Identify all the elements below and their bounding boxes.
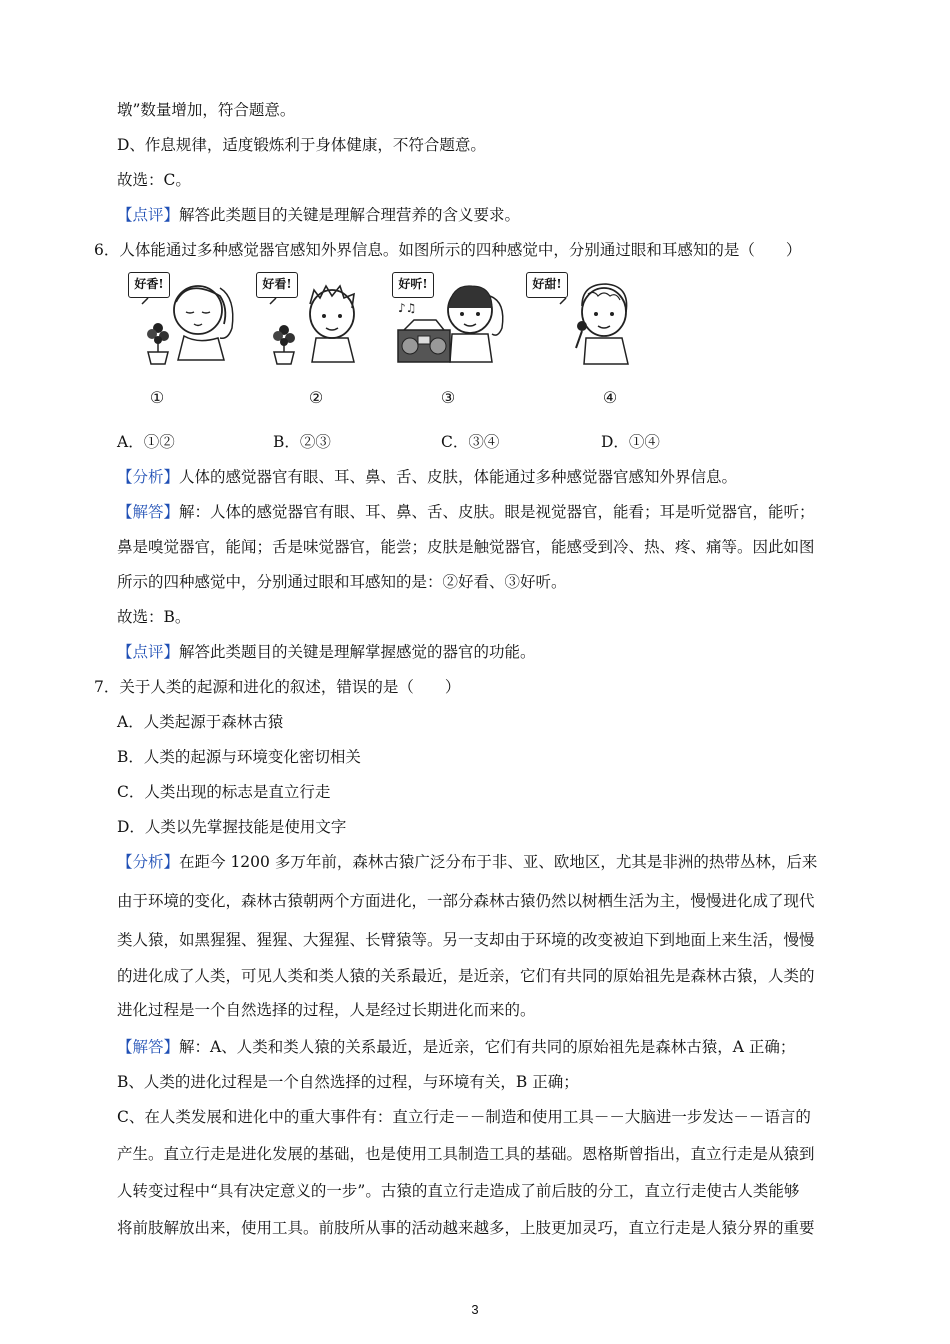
speech-bubble: 好看! — [256, 272, 298, 298]
text-line: 产生。直立行走是进化发展的基础，也是使用工具制造工具的基础。恩格斯曾指出，直立行走是从猿到 — [117, 1145, 815, 1163]
answer-tag: 【解答】 — [117, 503, 180, 521]
figure-label: ④ — [602, 388, 618, 407]
text-line: D、作息规律，适度锻炼利于身体健康，不符合题意。 — [117, 136, 486, 154]
text-line: 由于环境的变化，森林古猿朝两个方面进化，一部分森林古猿仍然以树栖生活为主，慢慢进化成了现代 — [117, 892, 815, 910]
svg-text:♪♫: ♪♫ — [398, 301, 417, 315]
answer-line — [117, 502, 815, 522]
text-line: C、在人类发展和进化中的重大事件有：直立行走－－制造和使用工具－－大脑进一步发达－－语言的 — [117, 1108, 811, 1126]
option-d: D．①④ — [601, 433, 660, 451]
senses-figure — [128, 268, 648, 413]
comment-tag: 【点评】 — [117, 643, 180, 661]
text-line: 类人猿，如黑猩猩、猩猩、大猩猩、长臂猿等。另一支却由于环境的改变被迫下到地面上来生活，慢慢 — [117, 931, 815, 949]
text-line: 所示的四种感觉中，分别通过眼和耳感知的是：②好看、③好听。 — [117, 573, 567, 591]
figure-label: ③ — [440, 388, 456, 407]
option-a: A．人类起源于森林古猿 — [117, 713, 284, 731]
comment-line — [117, 642, 536, 662]
question-7-stem: 7．关于人类的起源和进化的叙述，错误的是（ ） — [94, 678, 461, 696]
picture-taste — [526, 268, 644, 368]
analysis-text: 在距今 1200 多万年前，森林古猿广泛分布于非、亚、欧地区，尤其是非洲的热带丛林，后来 — [179, 853, 818, 871]
answer-tag: 【解答】 — [117, 1038, 180, 1056]
analysis-text: 人体的感觉器官有眼、耳、鼻、舌、皮肤，体能通过多种感觉器官感知外界信息。 — [179, 468, 738, 486]
text-line: 进化过程是一个自然选择的过程，人是经过长期进化而来的。 — [117, 1001, 536, 1019]
text-line: 人转变过程中“具有决定意义的一步”。古猿的直立行走造成了前后肢的分工，直立行走使古人类能够 — [117, 1182, 800, 1200]
analysis-tag: 【分析】 — [117, 468, 180, 486]
speech-bubble: 好听! — [392, 272, 434, 298]
picture-sight — [256, 268, 374, 368]
speech-bubble: 好香! — [128, 272, 170, 298]
option-c: C．③④ — [441, 433, 500, 451]
text-line: 的进化成了人类，可见人类和类人猿的关系最近，是近亲，它们有共同的原始祖先是森林古猿，人类的 — [117, 967, 815, 985]
text-line: 将前肢解放出来，使用工具。前肢所从事的活动越来越多，上肢更加灵巧，直立行走是人猿分界的重要 — [117, 1219, 815, 1237]
picture-hearing — [392, 268, 510, 368]
text-line: B、人类的进化过程是一个自然选择的过程，与环境有关，B 正确； — [117, 1073, 579, 1091]
analysis-tag: 【分析】 — [117, 853, 180, 871]
answer-text: 解：A、人类和类人猿的关系最近，是近亲，它们有共同的原始祖先是森林古猿，A 正确； — [179, 1038, 796, 1056]
option-a: A．①② — [117, 433, 175, 451]
picture-smell — [128, 268, 246, 368]
text-line: 鼻是嗅觉器官，能闻；舌是味觉器官，能尝；皮肤是触觉器官，能感受到冷、热、疼、痛等。因此如图 — [117, 538, 815, 556]
comment-tag: 【点评】 — [117, 206, 180, 224]
page-number: 3 — [471, 1302, 479, 1317]
option-d: D．人类以先掌握技能是使用文字 — [117, 818, 347, 836]
text-line: 故选：C。 — [117, 171, 191, 189]
comment-line — [117, 205, 520, 225]
figure-label: ② — [308, 388, 324, 407]
answer-text: 解：人体的感觉器官有眼、耳、鼻、舌、皮肤。眼是视觉器官，能看；耳是听觉器官，能听； — [179, 503, 815, 521]
analysis-line — [117, 467, 737, 487]
question-6-stem: 6．人体能通过多种感觉器官感知外界信息。如图所示的四种感觉中，分别通过眼和耳感知的是（ ） — [94, 241, 802, 259]
option-b: B．人类的起源与环境变化密切相关 — [117, 748, 361, 766]
comment-text: 解答此类题目的关键是理解掌握感觉的器官的功能。 — [179, 643, 536, 661]
answer-line — [117, 1037, 795, 1057]
text-line: 墩”数量增加，符合题意。 — [117, 101, 296, 119]
speech-bubble: 好甜! — [526, 272, 568, 298]
option-c: C．人类出现的标志是直立行走 — [117, 783, 331, 801]
analysis-line — [117, 852, 817, 872]
text-line: 故选：B。 — [117, 608, 191, 626]
figure-label: ① — [149, 388, 165, 407]
comment-text: 解答此类题目的关键是理解合理营养的含义要求。 — [179, 206, 521, 224]
option-b: B．②③ — [273, 433, 331, 451]
